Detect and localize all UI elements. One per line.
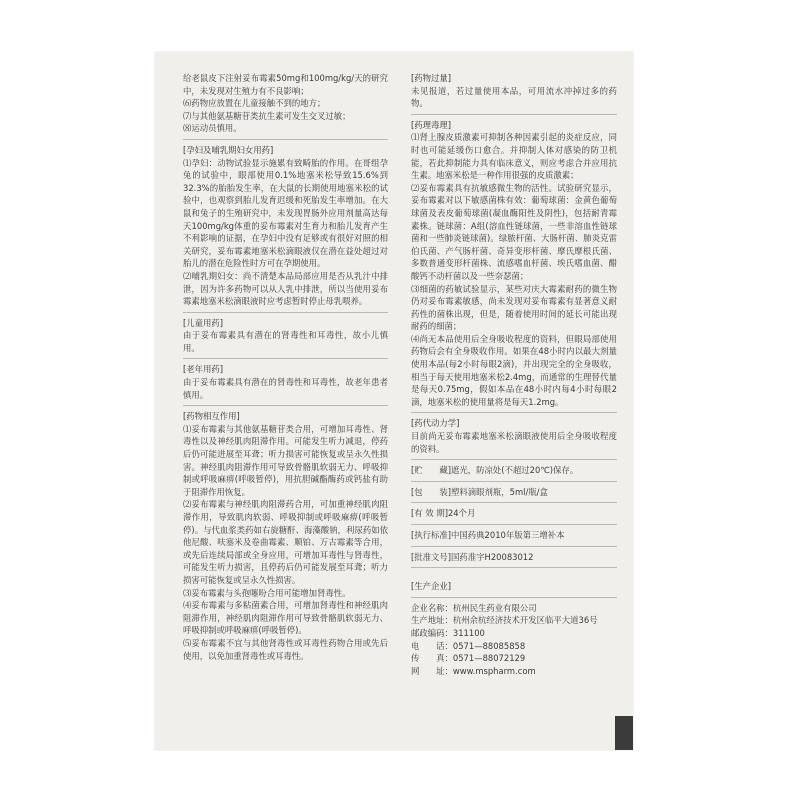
section-divider [411, 114, 617, 115]
manufacturer-line: 传 真：0571—88072129 [411, 653, 526, 664]
interaction-item: ⑷妥布霉素与多粘菌素合用，可增加肾毒性和神经肌肉阻滞作用，神经肌肉阻滞作用可导致骨骼肌软弱无力、呼吸抑制或呼吸麻痹(呼吸暂停)。 [183, 600, 388, 636]
section-divider [183, 405, 388, 406]
section-heading-interactions: [药物相互作用] [183, 411, 240, 422]
interaction-item: ⑴妥布霉素与其他氨基糖苷类合用，可增加耳毒性、肾毒性以及神经肌肉阻滞作用。可能发生听力减退，停药后仍可能进展至耳聋；听力损害可能恢复或呈永久性损害。神经肌肉阻滞作用可导致骨骼肌软弱无力、呼吸抑制或呼吸麻痹(呼吸暂停)，用抗胆碱酯酶药或钙盐有助于阻滞作用恢复。 [183, 423, 388, 497]
section-divider [411, 481, 617, 482]
manufacturer-line: 网 址：www.mspharm.com [411, 665, 536, 676]
section-heading-manufacturer: [生产企业] [411, 581, 452, 592]
left-column [183, 72, 388, 662]
section-heading-overdose: [药物过量] [411, 73, 452, 83]
standard-line: [执行标准]中国药典2010年版第三增补本 [411, 530, 565, 540]
manufacturer-line: 企业名称：杭州民生药业有限公司 [411, 602, 537, 613]
section-divider [411, 567, 617, 568]
interaction-item: ⑸妥布霉素不宜与其他肾毒性或耳毒性药物合用或先后使用，以免加重肾毒性或耳毒性。 [183, 637, 388, 661]
pharmacology-item: ⑴肾上腺皮质激素可抑制各种因素引起的炎症反应，同时也可能延缓伤口愈合。并抑制人体对感染的防卫机能，若此抑制能力具有临床意义，则应考虑合并应用抗生素。地塞米松是一种作用很强的皮质激素； [411, 132, 617, 181]
corner-tab [615, 716, 633, 750]
right-column [411, 72, 617, 677]
section-divider [411, 502, 617, 503]
section-heading-pregnancy: [孕妇及哺乳期妇女用药] [183, 144, 274, 155]
section-divider [411, 412, 617, 413]
manufacturer-line: 邮政编码：311100 [411, 627, 485, 638]
section-heading-elderly: [老年用药] [183, 364, 224, 375]
section-divider [411, 524, 617, 525]
interaction-item: ⑶妥布霉素与头孢噻吩合用可能增加肾毒性。 [183, 587, 351, 598]
section-heading-children: [儿童用药] [183, 317, 224, 328]
section-heading-pharmacology: [药理毒理] [411, 119, 452, 130]
section-divider [411, 459, 617, 460]
intro-text: 给老鼠皮下注射妥布霉素50mg和100mg/kg/天的研究中，未发现对生殖力有不良影响； [183, 73, 388, 96]
section-divider [183, 139, 388, 140]
section-divider [411, 597, 617, 598]
pharmacokinetics-text: 目前尚无妥布霉素地塞米松滴眼液使用后全身吸收程度的资料。 [411, 431, 617, 454]
pregnancy-text: ⑴孕妇：动物试验显示施累有致畸胎的作用。在哥组孕兔的试验中，眼部使用0.1%地塞米松导致15.6%到32.3%的胎胎发生率，在大鼠的长期使用地塞米松的试验中，也观察到胎儿发育迟缓和死胎发生率增加。在大鼠和兔子的生殖研究中，未发现胃肠外应用剂量高达每天100mg/kg体重的妥布霉素对生育力和胎儿发育产生不利影响的证据，在孕妇中没有足够或有很好对照的相关研究，妥布霉素地塞米松滴眼液仅在潜在益处超过对胎儿的潜在危险性时方可在孕期使用。 [183, 157, 388, 269]
approval-line: [批准文号]国药准字H20083012 [411, 551, 534, 562]
leaflet-page [155, 52, 633, 750]
precaution-note: ⑹药物应放置在儿童接触不到的地方； [183, 98, 326, 109]
elderly-text: 由于妥布霉素具有潜在的肾毒性和耳毒性，故老年患者慎用。 [183, 377, 388, 400]
section-divider [411, 546, 617, 547]
manufacturer-line: 生产地址：杭州余杭经济技术开发区临平大道36号 [411, 615, 598, 626]
precaution-note: ⑺与其他氨基糖苷类抗生素可发生交叉过敏； [183, 110, 351, 121]
section-heading-pharmacokinetics: [药代动力学] [411, 418, 460, 429]
overdose-text: 未见报道，若过量使用本品，可用流水冲掉过多的药物。 [411, 85, 617, 109]
pharmacology-item: ⑶细菌的药敏试验显示，某些对庆大霉素耐药的微生物仍对妥布霉素敏感，尚未发现对妥布霉素有显著意义耐药性的菌株出现，但是，随着使用时间的延长可能出现耐药的细菌； [411, 283, 617, 332]
pharmacology-item: ⑷尚无本品使用后全身吸收程度的资料，但眼局部使用药物后会有全身吸收作用。如果在48小时内以最大剂量使用本品(每2小时每眼2滴)，并出现完全的全身吸收，相当于每天使用地塞米松2.4mg，而通常的生理替代量是每天0.75mg，假如本品在48小时内每4小时每眼2滴，地塞米松的使用量将是每天1.2mg。 [411, 333, 617, 407]
manufacturer-line: 电 话：0571—88085858 [411, 640, 526, 651]
lactation-text: ⑵哺乳期妇女：尚不清楚本品局部应用是否从乳汁中排泄，因为许多药物可以从人乳中排泄，所以当使用妥布霉素地塞米松滴眼液时应考虑暂时停止母乳喂养。 [183, 270, 388, 307]
precaution-note: ⑻运动员慎用。 [183, 123, 242, 134]
pharmacology-item: ⑵妥布霉素具有抗敏感微生物的活性。试验研究显示，妥布霉素对以下敏感菌株有效：葡萄球菌：金黄色葡萄球菌及表皮葡萄球菌(凝血酶阳性及阴性)，包括耐青霉素株。链球菌：A组(溶血性链球菌，一些非溶血性链球菌和一些肺炎链球菌)。绿脓杆菌、大肠杆菌、肺炎克雷伯氏菌、产气肠杆菌、奇异变形杆菌、摩氏摩根氏菌、多数普通变形杆菌株、流感嗜血杆菌、埃氏嗜血菌、醋酸钙不动杆菌以及一些奈瑟菌； [411, 182, 617, 281]
validity-line: [有 效 期]24个月 [411, 508, 476, 519]
package-line: [包 装]塑料滴眼剂瓶，5ml/瓶/盒 [411, 486, 548, 497]
storage-line: [贮 藏]遮光，防凉处(不超过20℃)保存。 [411, 465, 579, 476]
section-divider [183, 358, 388, 359]
interaction-item: ⑵妥布霉素与神经肌肉阻滞药合用，可加重神经肌肉阻滞作用，导致肌肉软弱、呼吸抑制或呼吸麻痹(呼吸暂停)。与代血浆类药如右旋糖酐、海藻酸钠，利尿药如依他尼酸、呋塞米及卷曲霉素、顺铂、万古霉素等合用，或先后连续局部或全身应用，可增加耳毒性与肾毒性，可能发生听力损害，且停药后仍可能发展至耳聋；听力损害可能恢复或呈永久性损害。 [183, 499, 388, 585]
children-text: 由于妥布霉素具有潜在的肾毒性和耳毒性，故小儿慎用。 [183, 330, 388, 353]
section-divider [183, 312, 388, 313]
